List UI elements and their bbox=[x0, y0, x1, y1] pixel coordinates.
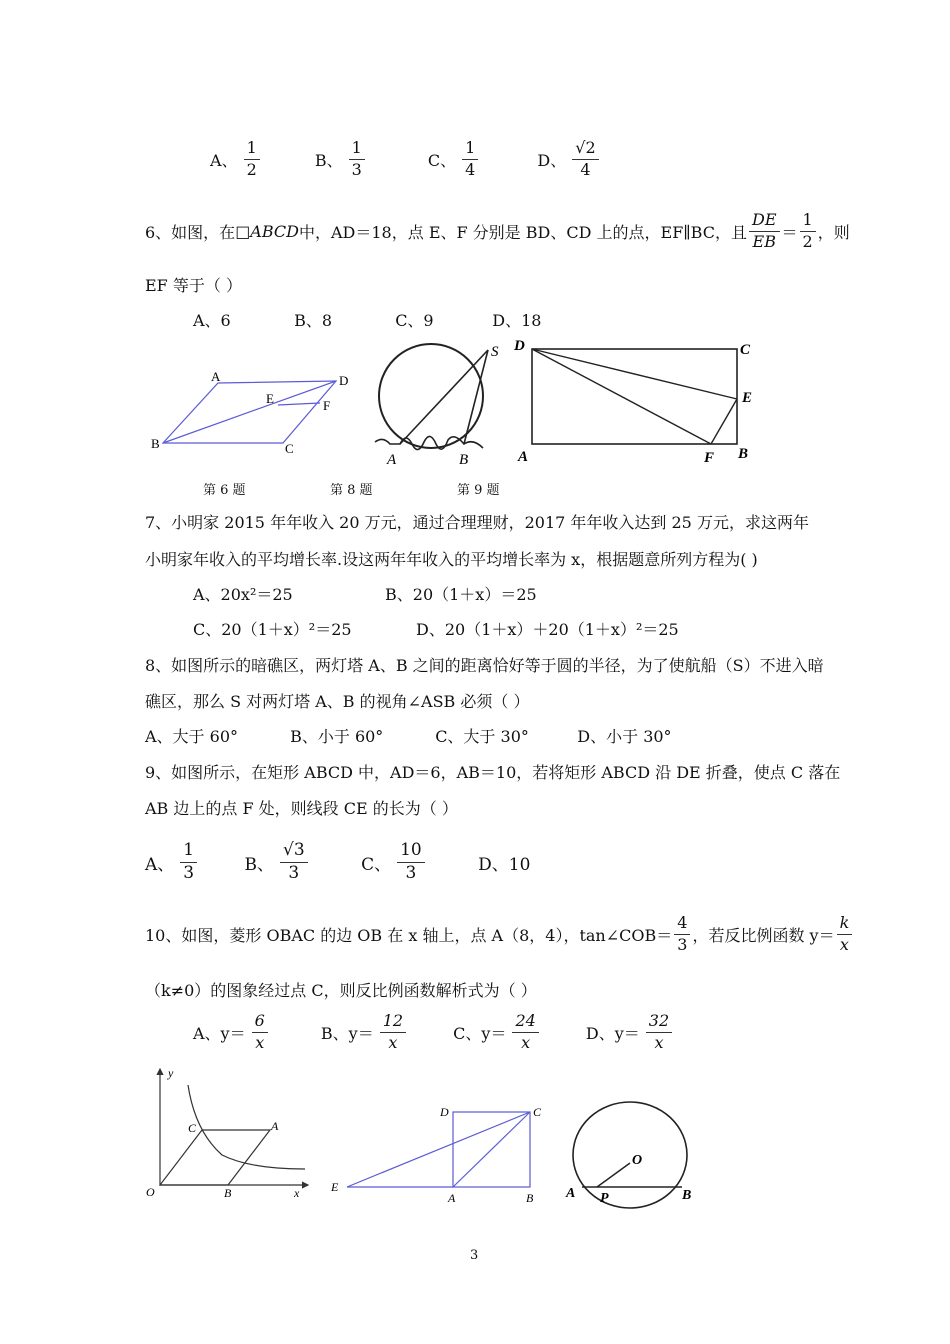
q5-options bbox=[210, 140, 601, 179]
denominator: 3 bbox=[351, 159, 362, 179]
q10-option-c bbox=[453, 1013, 541, 1052]
fraction bbox=[180, 842, 197, 883]
denominator: x bbox=[388, 1032, 398, 1052]
q8-line2: 礁区，那么 S 对两灯塔 A、B 的视角∠ASB 必须（ ） bbox=[145, 692, 530, 711]
numerator: 6 bbox=[252, 1013, 268, 1033]
q6-text-b: 中，AD＝18，点 E、F 分别是 BD、CD 上的点，EF∥BC，且 bbox=[298, 222, 747, 242]
figure-6-parallelogram bbox=[148, 365, 363, 460]
line-as bbox=[400, 350, 488, 444]
fraction bbox=[252, 1013, 268, 1052]
line-ac bbox=[453, 1112, 530, 1187]
label-e: E bbox=[742, 390, 753, 406]
denominator: EB bbox=[752, 231, 776, 251]
numerator: √2 bbox=[572, 140, 598, 160]
label-o: O bbox=[146, 1185, 155, 1199]
line-df bbox=[532, 349, 711, 444]
label-a: A bbox=[387, 452, 397, 468]
q6-option-b: B、8 bbox=[294, 311, 333, 330]
label-c: C bbox=[533, 1105, 542, 1119]
q5-option-d bbox=[537, 140, 600, 179]
denominator: 3 bbox=[288, 862, 300, 883]
q6-ratio bbox=[749, 212, 780, 251]
denominator: 3 bbox=[183, 862, 195, 883]
label-a: A bbox=[211, 369, 221, 384]
label-d: D bbox=[339, 373, 349, 388]
numerator: DE bbox=[749, 212, 780, 232]
label-b: B bbox=[224, 1186, 232, 1200]
line-bs bbox=[464, 350, 488, 444]
option-label: D、y＝ bbox=[585, 1023, 640, 1043]
numerator: k bbox=[837, 915, 853, 935]
q5-option-a bbox=[210, 140, 262, 179]
label-o: O bbox=[632, 1153, 643, 1168]
option-label: D、 bbox=[537, 150, 567, 170]
q10-stem bbox=[145, 915, 854, 954]
q10-tan-fraction bbox=[674, 915, 690, 954]
label-c: C bbox=[285, 441, 294, 456]
label-c: C bbox=[740, 342, 751, 358]
denominator: x bbox=[839, 934, 849, 954]
q9-line1: 9、如图所示，在矩形 ABCD 中，AD＝6，AB＝10，若将矩形 ABCD 沿 DE 折叠，使点 C 落在 bbox=[145, 763, 841, 782]
circle-o bbox=[573, 1102, 687, 1208]
label-e: E bbox=[331, 1180, 339, 1194]
q8-option-d: D、小于 30° bbox=[577, 727, 672, 746]
denominator: 4 bbox=[580, 159, 591, 179]
q6-option-c: C、9 bbox=[395, 311, 434, 330]
label-e: E bbox=[266, 391, 274, 406]
denominator: 2 bbox=[802, 231, 813, 251]
label-p: P bbox=[600, 1191, 609, 1206]
q10-k-fraction bbox=[837, 915, 853, 954]
q6-stem bbox=[145, 212, 850, 251]
label-d: D bbox=[514, 338, 525, 354]
q5-option-b bbox=[315, 140, 367, 179]
page-number: 3 bbox=[470, 1248, 479, 1263]
numerator: 1 bbox=[244, 140, 260, 160]
figure-square-extension bbox=[325, 1100, 555, 1205]
caption-fig9: 第 9 题 bbox=[457, 483, 500, 498]
figure-10-rhombus bbox=[140, 1063, 320, 1213]
label-f: F bbox=[323, 398, 331, 413]
numerator: √3 bbox=[280, 842, 308, 863]
fraction bbox=[512, 1013, 538, 1052]
fraction bbox=[244, 140, 260, 179]
option-label: A、 bbox=[145, 854, 175, 875]
segment-po bbox=[597, 1163, 630, 1187]
caption-fig6: 第 6 题 bbox=[203, 483, 246, 498]
label-a: A bbox=[271, 1119, 279, 1133]
denominator: 3 bbox=[677, 934, 688, 954]
figure-9-rectangle bbox=[512, 336, 762, 466]
label-x: x bbox=[294, 1186, 300, 1200]
option-label: A、y＝ bbox=[193, 1023, 246, 1043]
hyperbola-curve bbox=[188, 1085, 305, 1169]
denominator: 4 bbox=[465, 159, 476, 179]
segment-ef bbox=[278, 403, 320, 405]
q8-option-c: C、大于 30° bbox=[435, 727, 529, 746]
q6-option-a: A、6 bbox=[193, 311, 231, 330]
fraction bbox=[280, 842, 308, 883]
line-ec bbox=[347, 1112, 530, 1187]
denominator: x bbox=[255, 1032, 265, 1052]
option-label: C、 bbox=[427, 150, 457, 170]
option-label: C、 bbox=[361, 854, 392, 875]
figure-8-reef bbox=[365, 338, 515, 468]
q8-line1: 8、如图所示的暗礁区，两灯塔 A、B 之间的距离恰好等于圆的半径，为了使航船（S）不进入暗 bbox=[145, 656, 824, 675]
fraction bbox=[349, 140, 365, 179]
q9-line2: AB 边上的点 F 处，则线段 CE 的长为（ ） bbox=[145, 799, 458, 818]
q6-line2: EF 等于（ ） bbox=[145, 276, 242, 295]
numerator: 1 bbox=[800, 212, 816, 232]
q6-half bbox=[800, 212, 816, 251]
fraction bbox=[462, 140, 478, 179]
q10-text-b: ，若反比例函数 y＝ bbox=[692, 925, 835, 945]
q10-option-a bbox=[193, 1013, 270, 1052]
q6-options bbox=[193, 308, 541, 331]
fraction bbox=[646, 1013, 672, 1052]
label-a: A bbox=[518, 449, 529, 465]
q8-option-b: B、小于 60° bbox=[290, 727, 384, 746]
q9-option-d: D、10 bbox=[478, 854, 531, 875]
q8-option-a: A、大于 60° bbox=[145, 727, 239, 746]
numerator: 24 bbox=[512, 1013, 538, 1033]
caption-fig8: 第 8 题 bbox=[330, 483, 373, 498]
fraction bbox=[380, 1013, 406, 1052]
q9-option-a bbox=[145, 842, 199, 883]
q10-text-a: 10、如图，菱形 OBAC 的边 OB 在 x 轴上，点 A（8，4），tan∠COB＝ bbox=[145, 925, 673, 945]
line-de bbox=[532, 349, 737, 399]
numerator: 4 bbox=[674, 915, 690, 935]
label-b: B bbox=[682, 1188, 692, 1203]
q6-text-a: 6、如图，在 bbox=[145, 222, 236, 242]
numerator: 12 bbox=[380, 1013, 406, 1033]
numerator: 1 bbox=[462, 140, 478, 160]
label-a: A bbox=[448, 1191, 456, 1205]
q10-option-d bbox=[586, 1013, 674, 1052]
q7-line1: 7、小明家 2015 年年收入 20 万元，通过合理理财，2017 年年收入达到 25 万元，求这两年 bbox=[145, 513, 809, 532]
denominator: x bbox=[654, 1032, 664, 1052]
label-y: y bbox=[168, 1066, 174, 1080]
numerator: 10 bbox=[397, 842, 425, 863]
q9-option-b bbox=[245, 842, 310, 883]
q10-line2: （k≠0）的图象经过点 C，则反比例函数解析式为（ ） bbox=[145, 981, 537, 1000]
rectangle-abcd bbox=[532, 349, 737, 444]
label-c: C bbox=[188, 1121, 197, 1135]
numerator: 1 bbox=[180, 842, 197, 863]
q7-option-b: B、20（1＋x）＝25 bbox=[385, 585, 537, 604]
label-d: D bbox=[440, 1105, 449, 1119]
label-b: B bbox=[738, 446, 749, 462]
line-fe bbox=[711, 399, 737, 444]
q10-options bbox=[193, 1013, 674, 1052]
option-label: B、 bbox=[244, 854, 275, 875]
q6-parallelogram: □ABCD bbox=[235, 221, 299, 241]
rhombus-obac bbox=[160, 1130, 270, 1185]
label-a: A bbox=[566, 1186, 576, 1201]
denominator: x bbox=[521, 1032, 531, 1052]
denominator: 2 bbox=[246, 159, 257, 179]
q10-option-b bbox=[321, 1013, 408, 1052]
q6-text-c: ，则 bbox=[817, 222, 850, 242]
label-b: B bbox=[151, 436, 160, 451]
figure-circle-chord bbox=[560, 1098, 705, 1213]
fraction bbox=[397, 842, 425, 883]
q7-option-d: D、20（1＋x）＋20（1＋x）²＝25 bbox=[416, 620, 679, 639]
denominator: 3 bbox=[405, 862, 417, 883]
equals: ＝ bbox=[781, 222, 798, 242]
fraction bbox=[572, 140, 598, 179]
label-s: S bbox=[491, 344, 499, 360]
option-label: A、 bbox=[210, 150, 238, 170]
q8-options bbox=[145, 724, 672, 747]
numerator: 32 bbox=[646, 1013, 672, 1033]
label-f: F bbox=[704, 450, 715, 466]
option-label: C、y＝ bbox=[453, 1023, 507, 1043]
numerator: 1 bbox=[349, 140, 365, 160]
q7-line2: 小明家年收入的平均增长率.设这两年年收入的平均增长率为 x，根据题意所列方程为( ) bbox=[145, 550, 758, 569]
q7-option-c: C、20（1＋x）²＝25 bbox=[193, 620, 352, 639]
q9-options bbox=[145, 842, 530, 883]
option-label: B、y＝ bbox=[320, 1023, 374, 1043]
q6-option-d: D、18 bbox=[492, 311, 542, 330]
q7-option-a: A、20x²＝25 bbox=[193, 585, 293, 604]
label-b: B bbox=[526, 1191, 534, 1205]
q5-option-c bbox=[428, 140, 480, 179]
label-b: B bbox=[459, 452, 469, 468]
option-label: B、 bbox=[314, 150, 343, 170]
q9-option-c bbox=[361, 842, 427, 883]
